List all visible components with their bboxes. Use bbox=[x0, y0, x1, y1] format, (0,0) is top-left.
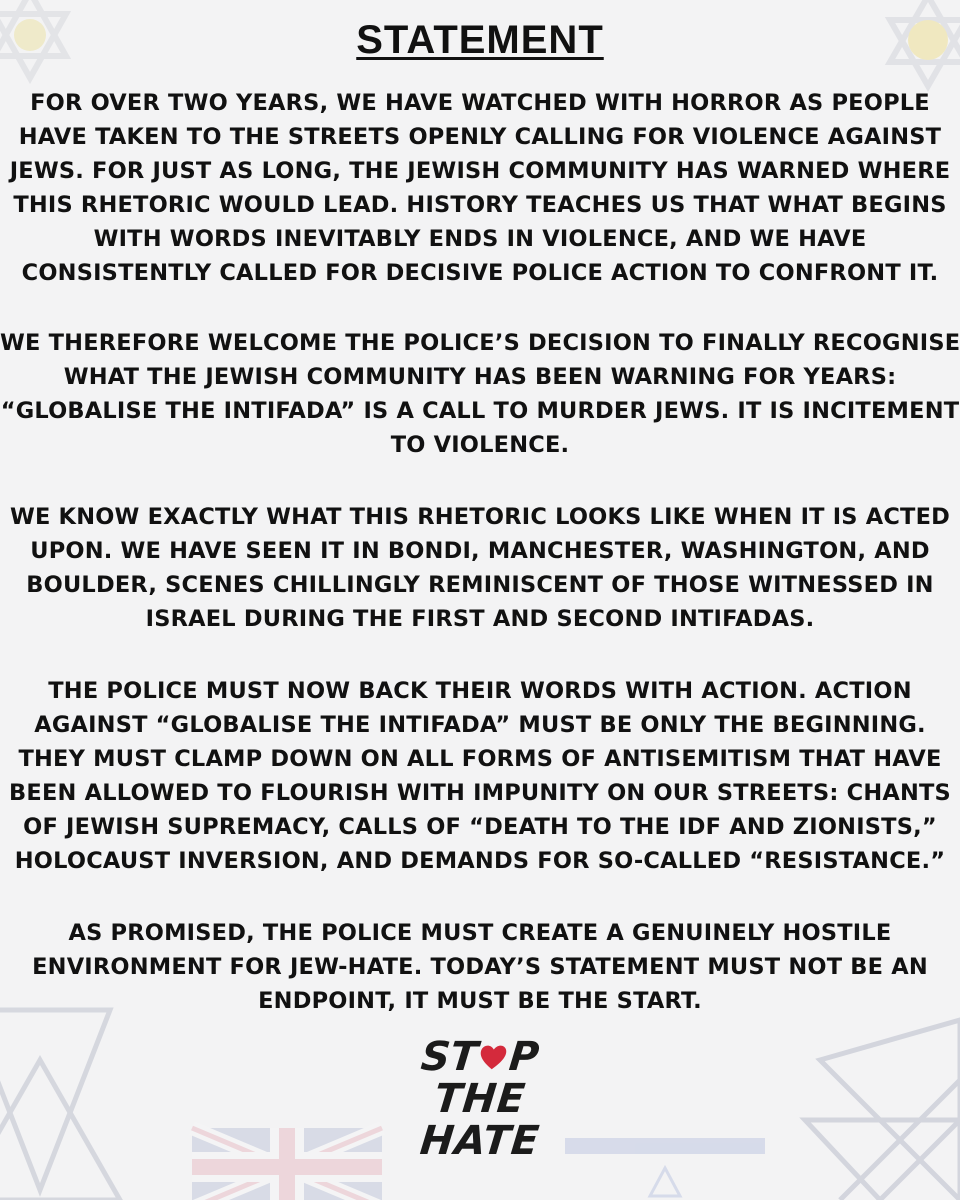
logo-text: ST bbox=[418, 1034, 480, 1080]
logo-line-hate: HATE bbox=[417, 1118, 543, 1164]
text-line: UPON. WE HAVE SEEN IT IN BONDI, MANCHESTER, WASHINGTON, AND bbox=[30, 538, 930, 564]
text-line: THEY MUST CLAMP DOWN ON ALL FORMS OF ANTISEMITISM THAT HAVE bbox=[18, 746, 942, 772]
text-line: WITH WORDS INEVITABLY ENDS IN VIOLENCE, AND WE HAVE bbox=[93, 226, 867, 252]
logo-line-the: THE bbox=[432, 1076, 528, 1122]
statement-paragraph-1 bbox=[0, 86, 960, 290]
text-line: WE THEREFORE WELCOME THE POLICE’S DECISION TO FINALLY RECOGNISE bbox=[0, 330, 960, 356]
text-line: TO VIOLENCE. bbox=[390, 432, 570, 458]
text-line: HOLOCAUST INVERSION, AND DEMANDS FOR SO-CALLED “RESISTANCE.” bbox=[14, 848, 946, 874]
text-line: ISRAEL DURING THE FIRST AND SECOND INTIFADAS. bbox=[145, 606, 815, 632]
text-line: HAVE TAKEN TO THE STREETS OPENLY CALLING FOR VIOLENCE AGAINST bbox=[18, 124, 942, 150]
page-title: STATEMENT bbox=[356, 18, 604, 62]
statement-paragraph-5 bbox=[0, 916, 960, 1018]
logo-text: P bbox=[506, 1034, 542, 1080]
text-line: THE POLICE MUST NOW BACK THEIR WORDS WITH ACTION. ACTION bbox=[48, 678, 912, 704]
heart-icon bbox=[477, 1042, 510, 1072]
text-line: WE KNOW EXACTLY WHAT THIS RHETORIC LOOKS LIKE WHEN IT IS ACTED bbox=[9, 504, 951, 530]
statement-paragraph-4 bbox=[0, 674, 960, 878]
logo-line-stop bbox=[412, 1036, 548, 1078]
text-line: BOULDER, SCENES CHILLINGLY REMINISCENT OF THOSE WITNESSED IN bbox=[26, 572, 934, 598]
text-line: WHAT THE JEWISH COMMUNITY HAS BEEN WARNING FOR YEARS: bbox=[63, 364, 897, 390]
text-line: ENDPOINT, IT MUST BE THE START. bbox=[258, 988, 702, 1014]
text-line: AGAINST “GLOBALISE THE INTIFADA” MUST BE ONLY THE BEGINNING. bbox=[34, 712, 926, 738]
stop-the-hate-logo bbox=[414, 1036, 546, 1176]
text-line: OF JEWISH SUPREMACY, CALLS OF “DEATH TO THE IDF AND ZIONISTS,” bbox=[23, 814, 937, 840]
text-line: BEEN ALLOWED TO FLOURISH WITH IMPUNITY ON OUR STREETS: CHANTS bbox=[9, 780, 951, 806]
text-line: JEWS. FOR JUST AS LONG, THE JEWISH COMMUNITY HAS WARNED WHERE bbox=[9, 158, 951, 184]
text-line: ENVIRONMENT FOR JEW-HATE. TODAY’S STATEMENT MUST NOT BE AN bbox=[32, 954, 928, 980]
statement-paragraph-3 bbox=[0, 500, 960, 636]
statement-paragraph-2 bbox=[0, 326, 960, 462]
text-line: “GLOBALISE THE INTIFADA” IS A CALL TO MURDER JEWS. IT IS INCITEMENT bbox=[0, 398, 960, 424]
text-line: AS PROMISED, THE POLICE MUST CREATE A GENUINELY HOSTILE bbox=[68, 920, 892, 946]
text-line: CONSISTENTLY CALLED FOR DECISIVE POLICE ACTION TO CONFRONT IT. bbox=[21, 260, 939, 286]
text-line: FOR OVER TWO YEARS, WE HAVE WATCHED WITH HORROR AS PEOPLE bbox=[30, 90, 930, 116]
text-line: THIS RHETORIC WOULD LEAD. HISTORY TEACHES US THAT WHAT BEGINS bbox=[13, 192, 947, 218]
